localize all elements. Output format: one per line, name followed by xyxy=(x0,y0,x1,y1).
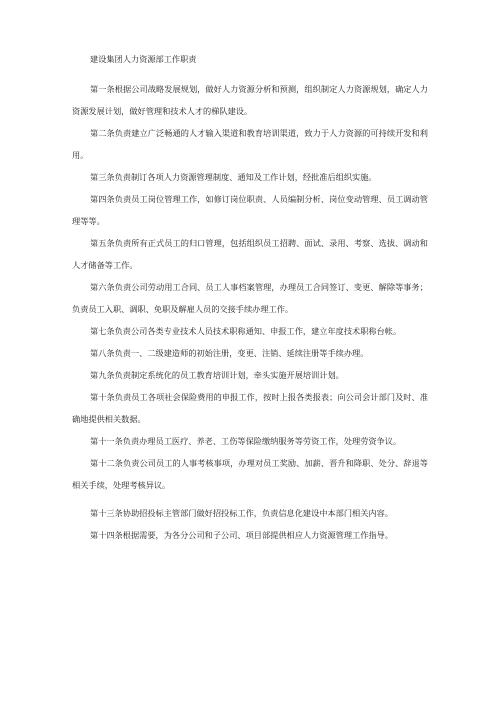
article-13: 第十三条协助招投标主管部门做好招投标工作，负责信息化建设中本部门相关内容。 xyxy=(90,508,393,518)
article-5: 第五条负责所有正式员工的归口管理，包括组织员工招聘、面试、录用、考察、选拔、调动和人才储备等工作。 xyxy=(72,238,428,270)
article-1: 第一条根据公司战略发展规划，做好人力资源分析和预测，组织制定人力资源规划，确定人力资源发展计划，做好管理和技术人才的梯队建设。 xyxy=(72,84,428,116)
article-7: 第七条负责公司各类专业技术人员技术职称通知、申报工作，建立年度技术职称台帐。 xyxy=(90,326,402,336)
article-9: 第九条负责制定系统化的员工教育培训计划，牵头实施开展培训计划。 xyxy=(90,370,344,380)
article-12: 第十二条负责公司员工的人事考核事项，办理对员工奖励、加薪、晋升和降职、处分、辞退等相关手续，处理考核异议。 xyxy=(72,458,428,490)
article-6: 第六条负责公司劳动用工合同、员工人事档案管理，办理员工合同签订、变更、解除等事务；负责员工入职、调职、免职及解雇人员的交接手续办理工作。 xyxy=(72,282,428,314)
article-3: 第三条负责制订各项人力资源管理制度、通知及工作计划，经批准后组织实施。 xyxy=(90,172,377,182)
document-title: 建设集团人力资源部工作职责 xyxy=(90,54,197,64)
article-14: 第十四条根据需要，为各分公司和子公司、项目部提供相应人力资源管理工作指导。 xyxy=(90,530,393,540)
document-body xyxy=(72,53,428,546)
article-4: 第四条负责员工岗位管理工作，如修订岗位职责、人员编制分析、岗位变动管理、员工调动管理等等。 xyxy=(72,194,428,226)
article-11: 第十一条负责办理员工医疗、养老、工伤等保险缴纳服务等劳资工作，处理劳资争议。 xyxy=(90,436,402,446)
article-8: 第八条负责一、二级建造师的初始注册，变更、注销、延续注册等手续办理。 xyxy=(90,348,369,358)
article-10: 第十条负责员工各项社会保险费用的申报工作，按时上报各类报表；向公司会计部门及时、准确地提供相关数据。 xyxy=(72,392,428,424)
article-2: 第二条负责建立广泛畅通的人才输入渠道和教育培训渠道，致力于人力资源的可持续开发和利用。 xyxy=(72,128,428,160)
